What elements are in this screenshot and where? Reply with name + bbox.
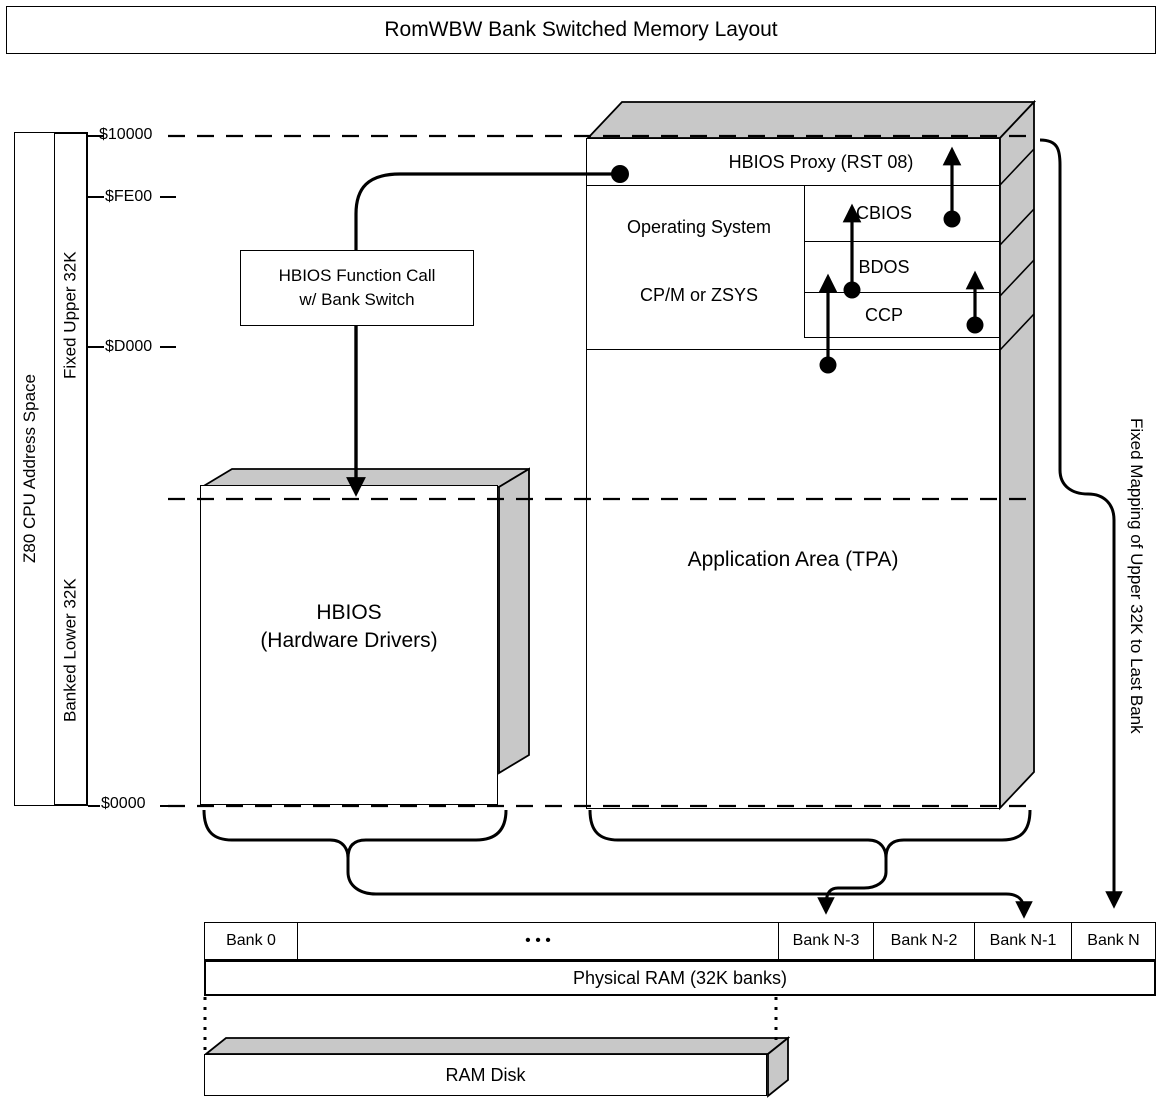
bank-cell-n: Bank N — [1071, 922, 1156, 960]
physical-ram-strip: Physical RAM (32K banks) — [204, 960, 1156, 996]
hbios-block — [200, 467, 530, 807]
bank-cell-n-3: Bank N-3 — [778, 922, 874, 960]
addr-tick-10000: $10000 — [99, 126, 153, 143]
addr-tick-FE00: $FE00 — [105, 188, 153, 205]
ccp-label: CCP — [864, 304, 903, 325]
address-space-label: Z80 CPU Address Space — [20, 374, 39, 564]
ram-disk-block — [204, 1036, 790, 1098]
banked-lower-32k-band: Banked Lower 32K — [54, 496, 87, 805]
hbios-proxy-label: HBIOS Proxy (RST 08) — [728, 151, 914, 172]
page-title: RomWBW Bank Switched Memory Layout — [6, 6, 1156, 54]
tpa-label: Application Area (TPA) — [687, 548, 899, 571]
proxy-to-callbox-line — [356, 174, 620, 250]
addr-tick-0000: $0000 — [101, 795, 146, 812]
hbios-label-line1: HBIOS — [316, 600, 382, 624]
os-label: Operating System — [626, 216, 772, 237]
bank-cell-n-1: Bank N-1 — [974, 922, 1072, 960]
os-variant-label: CP/M or ZSYS — [639, 284, 759, 305]
ram-disk-label: RAM Disk — [445, 1064, 526, 1085]
bank-cell-n-2: Bank N-2 — [873, 922, 975, 960]
hbios-function-call-box — [240, 250, 474, 326]
cbios-label: CBIOS — [855, 203, 912, 223]
tpa-to-bank-n3-arrow — [826, 858, 886, 906]
hbios-brace — [204, 810, 506, 858]
upper32k-to-bankN-arrow — [1040, 140, 1114, 900]
hbios-to-bank-n1-arrow — [348, 858, 1024, 910]
hbios-label-line2: (Hardware Drivers) — [260, 629, 438, 652]
bank-cell-middle: • • • — [297, 922, 779, 960]
bank-cell-0: Bank 0 — [204, 922, 298, 960]
fixed-upper-32k-band: Fixed Upper 32K — [54, 133, 87, 496]
addr-tick-D000: $D000 — [105, 338, 153, 355]
call-box-line1: HBIOS Function Call — [278, 266, 436, 286]
memory-stack-block — [586, 100, 1036, 810]
tpa-brace — [590, 810, 1030, 858]
call-box-line2: w/ Bank Switch — [299, 290, 415, 309]
mapping-note: Fixed Mapping of Upper 32K to Last Bank — [1127, 418, 1146, 734]
bdos-label: BDOS — [858, 256, 910, 277]
hbios-block-label — [200, 587, 498, 667]
